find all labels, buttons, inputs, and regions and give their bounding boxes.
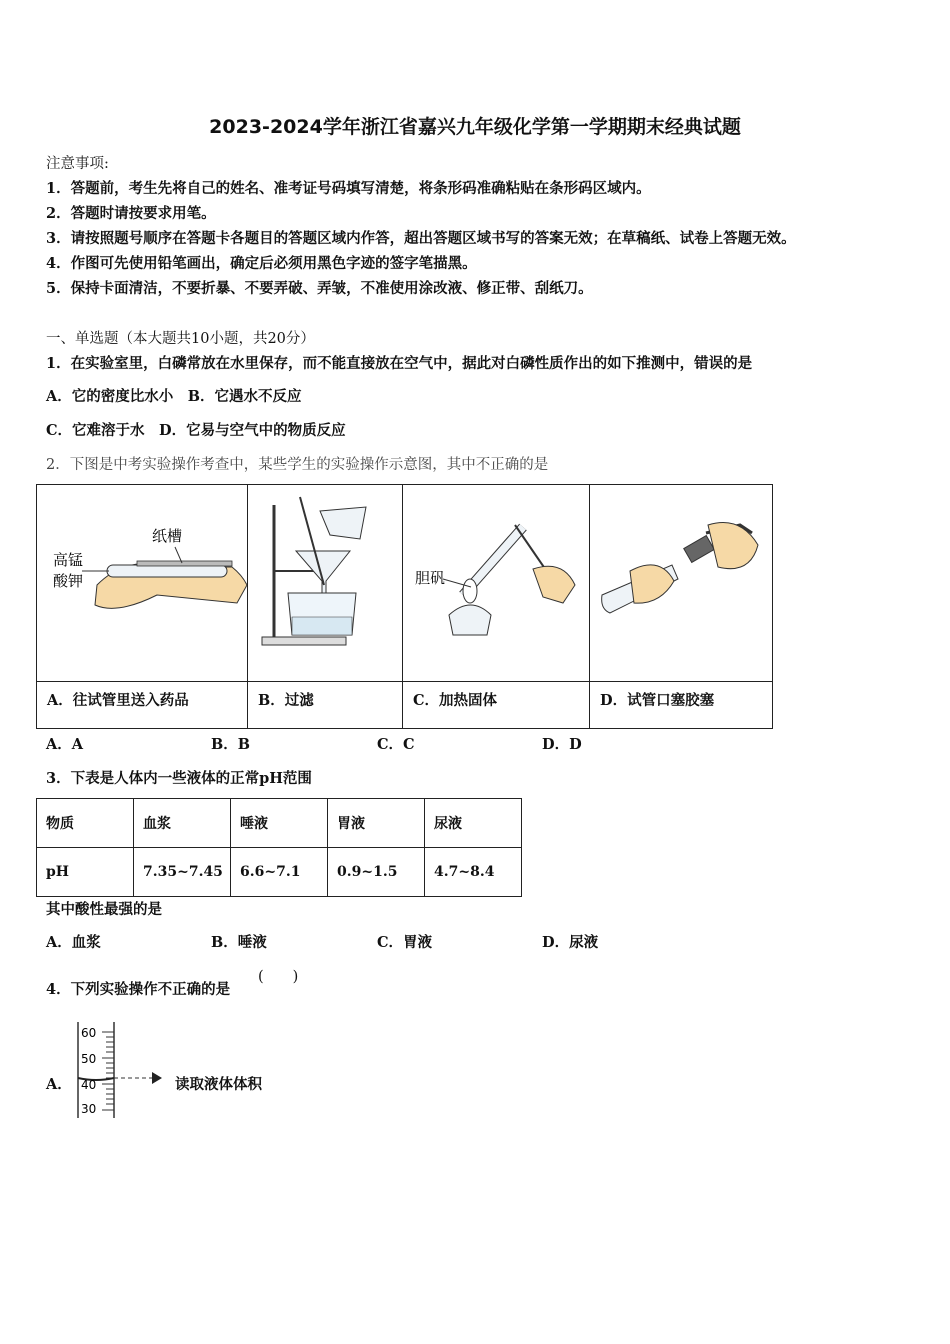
ph-table-header: 尿液: [425, 799, 522, 848]
figure-a-caption: A．往试管里送入药品: [37, 682, 248, 729]
q1-options-row1: A．它的密度比水小 B．它遇水不反应: [46, 388, 302, 405]
q2-option-b: B．B: [211, 736, 251, 753]
tube-stopper-figure: [590, 485, 772, 681]
ph-table-header: 胃液: [328, 799, 425, 848]
notice-heading: 注意事项:: [46, 156, 109, 172]
notice-item: 5．保持卡面清洁，不要折暴、不要弄破、弄皱，不准使用涂改液、修正带、刮纸刀。: [46, 280, 593, 297]
label-paper-trough: 纸槽: [152, 527, 183, 545]
q3-ask: 其中酸性最强的是: [46, 901, 162, 918]
label-potassium-permanganate-1: 高锰: [53, 551, 84, 569]
ph-table: [36, 798, 522, 897]
figure-c-caption: C．加热固体: [403, 682, 590, 729]
q4-stem: 4．下列实验操作不正确的是: [46, 981, 231, 998]
tick-label-60: 60: [81, 1026, 97, 1040]
section-heading: 一、单选题（本大题共10小题，共20分）: [46, 331, 315, 347]
graduated-cylinder-figure: [72, 1020, 172, 1120]
q4-option-a-text: 读取液体体积: [175, 1076, 262, 1093]
page-title: 2023-2024学年浙江省嘉兴九年级化学第一学期期末经典试题: [209, 116, 741, 138]
q3-option-a: A．血浆: [46, 934, 101, 951]
q4-option-a-letter: A．: [46, 1076, 72, 1093]
q2-figure-table: [36, 484, 773, 729]
test-tube-powder-figure: [37, 485, 247, 681]
tick-label-50: 50: [81, 1052, 97, 1066]
q2-option-a: A．A: [46, 736, 84, 753]
ph-table-cell: 7.35~7.45: [134, 848, 231, 897]
notice-item: 1．答题前，考生先将自己的姓名、准考证号码填写清楚，将条形码准确粘贴在条形码区域内。: [46, 180, 651, 197]
q2-stem: 2．下图是中考实验操作考查中，某些学生的实验操作示意图，其中不正确的是: [46, 457, 549, 473]
tick-label-40: 40: [81, 1078, 97, 1092]
filtration-figure: [248, 485, 402, 681]
ph-table-cell: 4.7~8.4: [425, 848, 522, 897]
q3-stem: 3．下表是人体内一些液体的正常pH范围: [46, 770, 312, 787]
ph-table-cell: pH: [37, 848, 134, 897]
label-blue-vitriol: 胆矾: [415, 569, 446, 587]
q3-option-d: D．尿液: [542, 934, 599, 951]
figure-b: [248, 485, 403, 682]
q1-stem: 1．在实验室里，白磷常放在水里保存，而不能直接放在空气中，据此对白磷性质作出的如下推测中，错误的是: [46, 355, 753, 372]
figure-a: [37, 485, 248, 682]
ph-table-header: 血浆: [134, 799, 231, 848]
notice-item: 3．请按照题号顺序在答题卡各题目的答题区域内作答，超出答题区域书写的答案无效；在草稿纸、试卷上答题无效。: [46, 230, 796, 247]
q2-option-d: D．D: [542, 736, 582, 753]
tick-label-30: 30: [81, 1102, 97, 1116]
heating-solid-figure: [403, 485, 589, 681]
ph-table-header: 唾液: [231, 799, 328, 848]
q3-option-c: C．胃液: [377, 934, 433, 951]
q1-options-row2: C．它难溶于水 D．它易与空气中的物质反应: [46, 422, 346, 439]
q2-option-c: C．C: [377, 736, 415, 753]
notice-item: 4．作图可先使用铅笔画出，确定后必须用黑色字迹的签字笔描黑。: [46, 255, 477, 272]
ph-table-cell: 0.9~1.5: [328, 848, 425, 897]
ph-table-header: 物质: [37, 799, 134, 848]
figure-d: [590, 485, 773, 682]
figure-c: [403, 485, 590, 682]
label-potassium-permanganate-2: 酸钾: [53, 572, 84, 590]
notice-item: 2．答题时请按要求用笔。: [46, 205, 216, 222]
ph-table-cell: 6.6~7.1: [231, 848, 328, 897]
q3-option-b: B．唾液: [211, 934, 267, 951]
figure-d-caption: D．试管口塞胶塞: [590, 682, 773, 729]
q4-answer-bracket: ( ): [258, 969, 299, 985]
figure-b-caption: B．过滤: [248, 682, 403, 729]
